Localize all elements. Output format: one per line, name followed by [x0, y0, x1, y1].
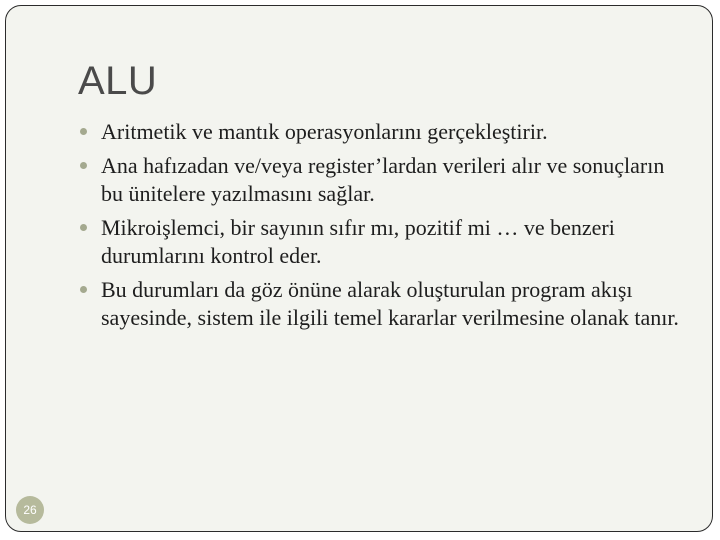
slide-title: ALU — [78, 59, 158, 103]
bullet-item — [80, 214, 690, 271]
bullet-list — [80, 118, 690, 338]
bullet-item — [80, 276, 690, 333]
bullet-item — [80, 152, 690, 209]
bullet-text: Aritmetik ve mantık operasyonlarını gerçekleştirir. — [101, 119, 548, 144]
bullet-dot-icon — [80, 128, 87, 135]
bullet-text: Ana hafızadan ve/veya register’lardan verileri alır ve sonuçların bu ünitelere yazılmasını sağlar. — [101, 152, 665, 206]
page-number-badge: 26 — [16, 496, 44, 524]
bullet-dot-icon — [80, 224, 87, 231]
bullet-text: Mikroişlemci, bir sayının sıfır mı, pozitif mi … ve benzeri durumlarını kontrol eder. — [101, 214, 615, 268]
bullet-dot-icon — [80, 286, 87, 293]
bullet-dot-icon — [80, 162, 87, 169]
bullet-item — [80, 118, 690, 147]
bullet-text: Bu durumları da göz önüne alarak oluşturulan program akışı sayesinde, sistem ile ilgili temel kararlar verilmesine olanak tanır. — [101, 276, 679, 330]
